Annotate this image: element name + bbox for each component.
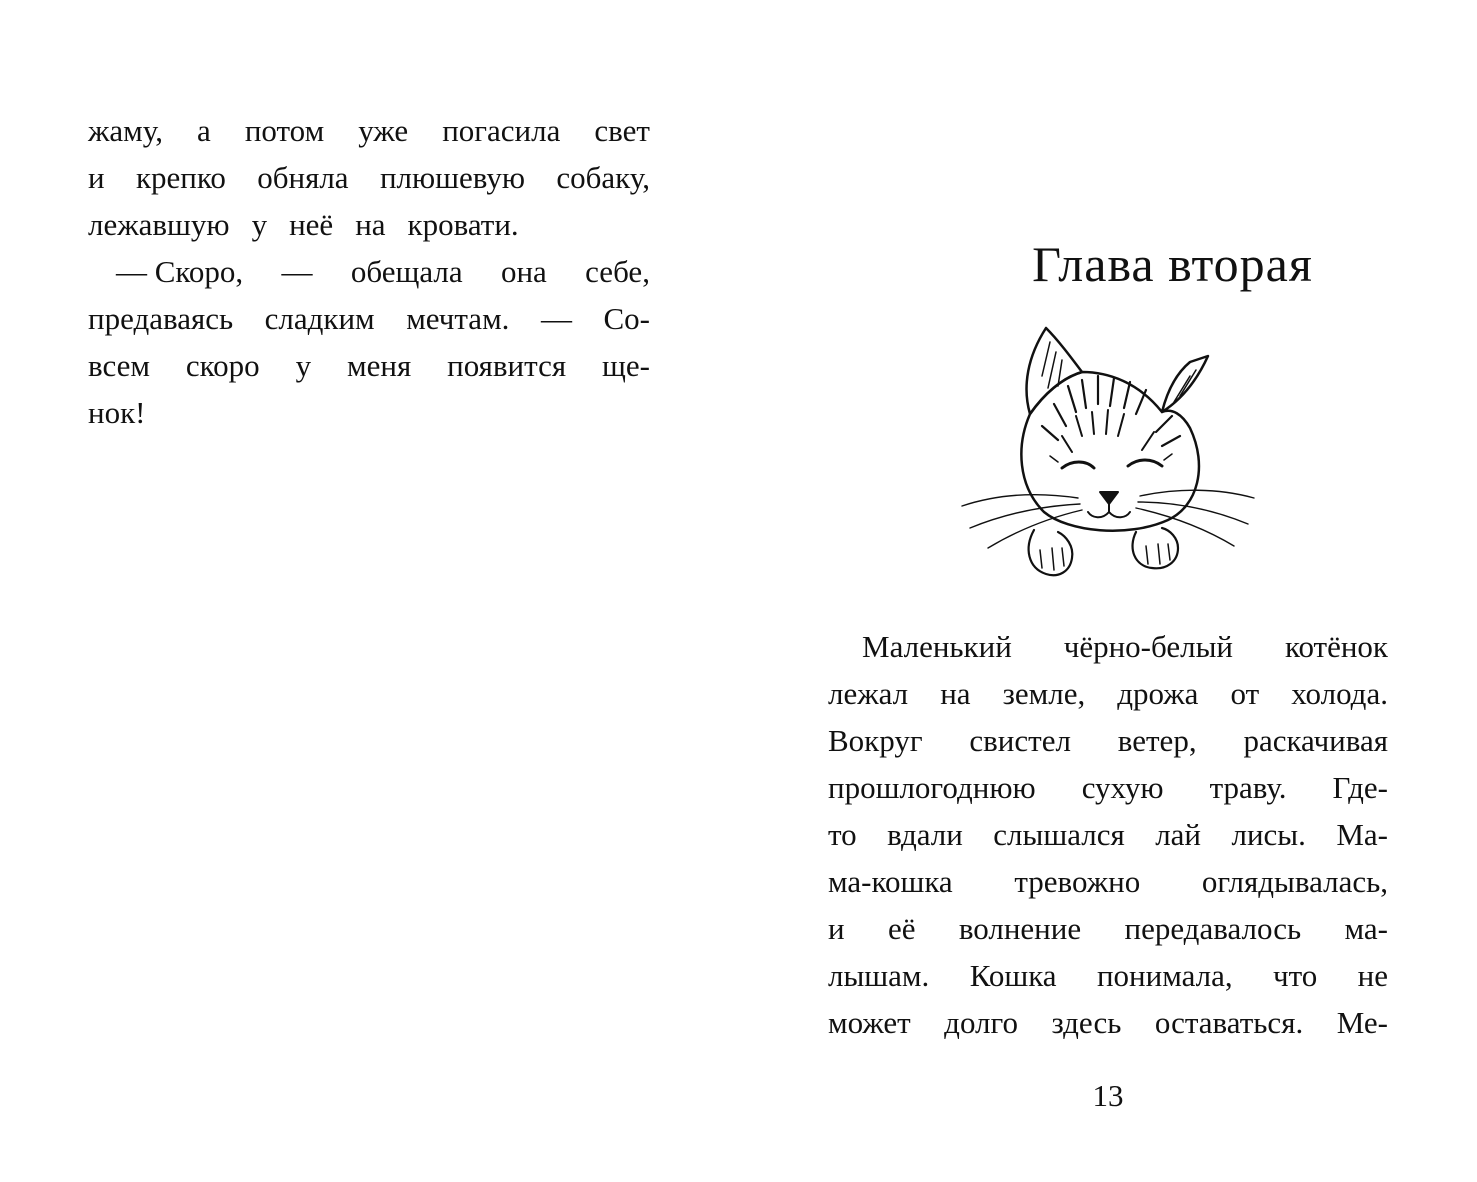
text-line <box>828 858 1388 905</box>
word: оставаться. <box>1154 1005 1304 1040</box>
word: Кошка <box>969 958 1057 993</box>
word: Где- <box>1332 770 1388 805</box>
word: Ме- <box>1336 1005 1388 1040</box>
word: дрожа <box>1117 676 1199 711</box>
word: холода. <box>1291 676 1388 711</box>
word: — Скоро, <box>116 254 244 289</box>
text-line <box>828 811 1388 858</box>
word: слышался <box>993 817 1125 852</box>
word: — <box>540 301 572 336</box>
word: оглядывалась, <box>1201 864 1388 899</box>
word: лежавшую <box>88 207 230 242</box>
text-line <box>828 717 1388 764</box>
text-line <box>828 905 1388 952</box>
word: чёрно-белый <box>1063 629 1234 664</box>
word: нок! <box>88 395 146 430</box>
word: котёнок <box>1284 629 1388 664</box>
word: собаку, <box>556 160 650 195</box>
word: мечтам. <box>406 301 510 336</box>
word: от <box>1230 676 1260 711</box>
word: всем <box>88 348 150 383</box>
word: и <box>828 911 845 946</box>
word: у <box>251 207 268 242</box>
word: у <box>295 348 312 383</box>
word: она <box>500 254 547 289</box>
word: ветер, <box>1117 723 1197 758</box>
word: предаваясь <box>88 301 234 336</box>
word: сухую <box>1081 770 1164 805</box>
word: появится <box>447 348 567 383</box>
word: и <box>88 160 105 195</box>
word: погасила <box>442 113 561 148</box>
word: Маленький <box>862 629 1012 664</box>
word: плюшевую <box>379 160 526 195</box>
word: понимала, <box>1096 958 1233 993</box>
word: что <box>1273 958 1318 993</box>
text-line <box>828 999 1388 1046</box>
text-line <box>88 389 650 436</box>
word: потом <box>244 113 325 148</box>
word: свистел <box>969 723 1071 758</box>
text-line <box>88 342 650 389</box>
left-page <box>0 0 738 1182</box>
word: траву. <box>1209 770 1287 805</box>
word: на <box>355 207 386 242</box>
sleeping-kitten-icon <box>958 316 1258 580</box>
word: прошлогоднюю <box>828 770 1036 805</box>
word: передавалось <box>1124 911 1302 946</box>
word: лышам. <box>828 958 930 993</box>
word: здесь <box>1051 1005 1122 1040</box>
word: сладким <box>264 301 375 336</box>
word: волнение <box>958 911 1082 946</box>
text-line <box>828 670 1388 717</box>
word: лай <box>1155 817 1202 852</box>
word: скоро <box>185 348 260 383</box>
word: вдали <box>887 817 963 852</box>
word: Со- <box>603 301 650 336</box>
word: уже <box>358 113 409 148</box>
text-line <box>862 623 1388 670</box>
word: лисы. <box>1231 817 1306 852</box>
text-line <box>828 952 1388 999</box>
word: ще- <box>602 348 650 383</box>
word: то <box>828 817 857 852</box>
word: не <box>1357 958 1388 993</box>
word: долго <box>944 1005 1018 1040</box>
word: кровати. <box>407 207 519 242</box>
text-line <box>828 764 1388 811</box>
word: её <box>887 911 916 946</box>
word: на <box>940 676 971 711</box>
word: раскачивая <box>1243 723 1388 758</box>
word: себе, <box>585 254 650 289</box>
text-line <box>88 107 650 154</box>
word: меня <box>347 348 412 383</box>
word: может <box>828 1005 911 1040</box>
page-number: 13 <box>1092 1078 1124 1113</box>
word: тревожно <box>1014 864 1141 899</box>
word: свет <box>594 113 650 148</box>
word: Вокруг <box>828 723 923 758</box>
text-line <box>88 295 650 342</box>
word: — <box>281 254 313 289</box>
word: а <box>197 113 211 148</box>
word: обещала <box>350 254 463 289</box>
chapter-title: Глава вторая <box>1032 236 1313 292</box>
word: ма- <box>1344 911 1388 946</box>
word: крепко <box>135 160 226 195</box>
word: неё <box>289 207 334 242</box>
text-line <box>88 154 650 201</box>
text-line <box>116 248 650 295</box>
word: обняла <box>257 160 349 195</box>
word: Ма- <box>1336 817 1388 852</box>
right-page <box>738 0 1477 1182</box>
word: ма-кошка <box>828 864 953 899</box>
word: лежал <box>828 676 909 711</box>
word: земле, <box>1002 676 1086 711</box>
text-line <box>88 201 650 248</box>
word: жаму, <box>88 113 163 148</box>
